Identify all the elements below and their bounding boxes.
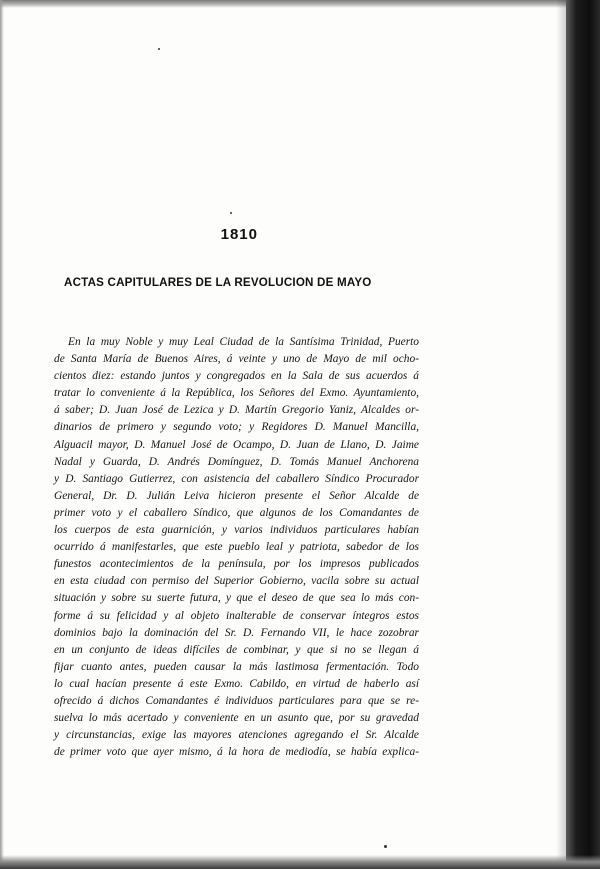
- body-line: fijar cuanto antes, pueden causar la más lastimosa fermentación. Todo: [54, 660, 419, 673]
- body-line: ofrecido á dichos Comandantes é individuos particulares para que se re-: [54, 694, 419, 707]
- page-year: 1810: [220, 226, 258, 243]
- body-line: dominios bajo la dominación del Sr. D. Fernando VII, le hace zozobrar: [54, 626, 419, 639]
- body-line: los cuerpos de esta guarnición, y varios individuos particulares habían: [54, 524, 419, 537]
- body-line: de Santa María de Buenos Aires, á veinte y uno de Mayo de mil ocho-: [54, 353, 419, 366]
- scan-right-shadow: [556, 0, 566, 869]
- body-line: forme á su felicidad y al objeto inalterable de conservar íntegros estos: [54, 609, 419, 622]
- body-line: en esta ciudad con permiso del Superior Gobierno, vacila sobre su actual: [54, 575, 419, 588]
- body-line: En la muy Noble y muy Leal Ciudad de la Santísima Trinidad, Puerto: [68, 336, 419, 348]
- body-line: en un conjunto de ideas difíciles de combinar, y que si no se llegan á: [54, 643, 419, 656]
- scan-left-edge: [0, 0, 4, 869]
- body-line: primer voto y el caballero Síndico, que algunos de los Comandantes de: [54, 506, 419, 519]
- ink-speck: [230, 212, 232, 214]
- body-line: Alguacil mayor, D. Manuel José de Ocampo, D. Juan de Llano, D. Jaime: [54, 438, 419, 451]
- scan-top-edge: [0, 0, 600, 8]
- ink-speck: [158, 48, 160, 50]
- scan-right-edge: [566, 0, 600, 869]
- body-line: cientos diez: estando juntos y congregados en la Sala de sus acuerdos á: [54, 370, 419, 383]
- body-line: situación y sobre su suerte futura, y que el deseo de que sea lo más con-: [54, 592, 419, 605]
- scan-bottom-edge: [0, 855, 600, 869]
- body-line: á saber; D. Juan José de Lezica y D. Martín Gregorio Yaniz, Alcaldes or-: [54, 404, 419, 417]
- ink-speck: [384, 845, 387, 848]
- body-line: lo cual hacían presente á este Exmo. Cabildo, en virtud de haberlo así: [54, 677, 419, 690]
- body-line: funestos acontecimientos de la península, por los impresos publicados: [54, 558, 419, 571]
- body-line: suelva lo más acertado y conveniente en un asunto que, por su gravedad: [54, 712, 419, 725]
- body-paragraph: [54, 334, 419, 761]
- body-line: dinarios de primero y segundo voto; y Regidores D. Manuel Mancilla,: [54, 421, 419, 434]
- body-line: y D. Santiago Gutierrez, con asistencia del caballero Síndico Procurador: [54, 472, 419, 485]
- body-line: y circunstancias, exige las mayores atenciones agregando el Sr. Alcalde: [54, 729, 419, 742]
- body-line: General, Dr. D. Julián Leiva hicieron presente el Señor Alcalde de: [54, 489, 419, 502]
- body-line: de primer voto que ayer mismo, á la hora de mediodía, se había explica-: [54, 746, 419, 759]
- page-title: ACTAS CAPITULARES DE LA REVOLUCION DE MAYO: [64, 276, 372, 289]
- body-line: tratar lo conveniente á la República, los Señores del Exmo. Ayuntamiento,: [54, 387, 419, 400]
- body-line: ocurrido á manifestarles, que este pueblo leal y patriota, sabedor de los: [54, 541, 419, 554]
- body-line: Nadal y Guarda, D. Andrés Domínguez, D. Tomás Manuel Anchorena: [54, 455, 419, 468]
